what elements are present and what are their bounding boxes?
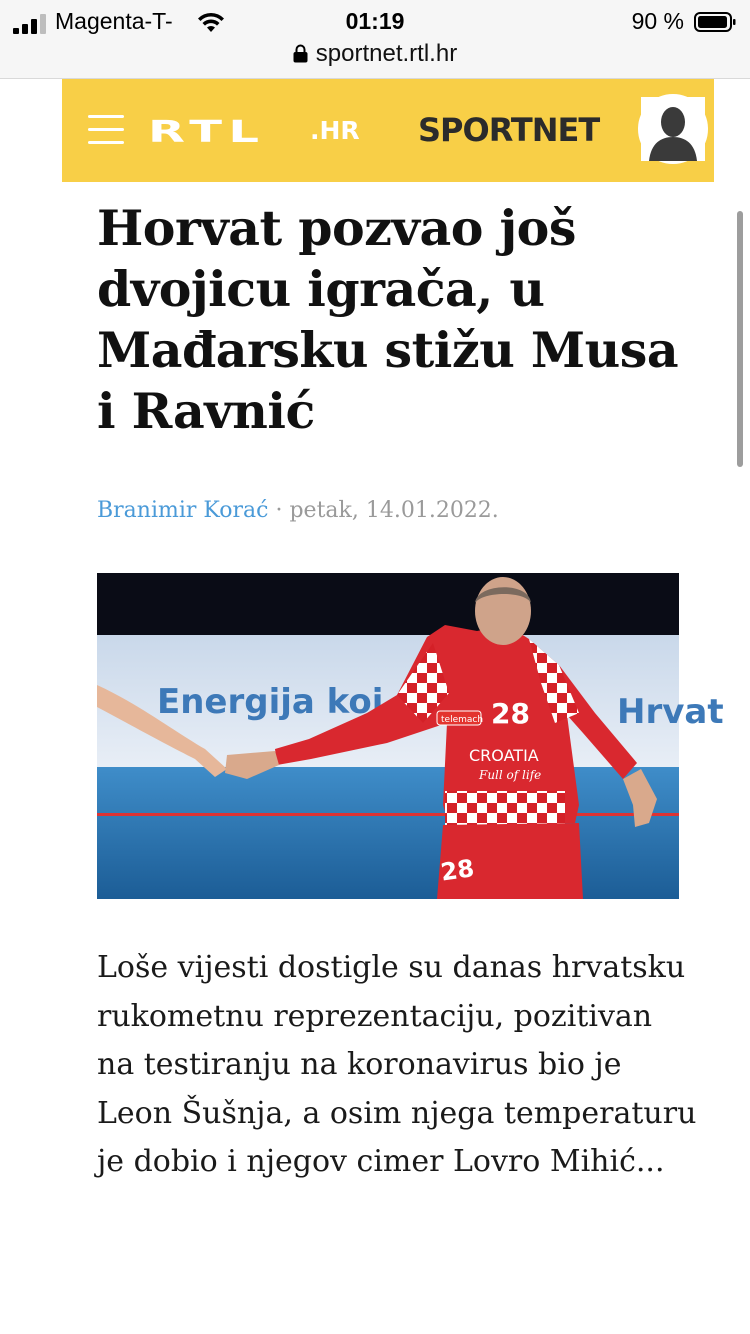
- rtl-logo[interactable]: [148, 115, 360, 150]
- meta-separator: ·: [275, 498, 283, 523]
- shirt-number: 28: [491, 697, 530, 730]
- site-header: [62, 79, 714, 182]
- clock: 01:19: [345, 8, 405, 34]
- article-date: petak, 14.01.2022.: [289, 498, 499, 523]
- brand-main: RTL: [148, 115, 266, 150]
- browser-status-bar: [0, 0, 750, 79]
- carrier-name: Magenta-T-: [55, 8, 173, 34]
- battery-percent: 90 %: [631, 8, 684, 34]
- address-bar[interactable]: [0, 40, 750, 68]
- shirt-slogan: Full of life: [479, 768, 542, 782]
- url-text: sportnet.rtl.hr: [315, 40, 458, 67]
- sportnet-logo[interactable]: SPORTNET: [418, 111, 600, 149]
- article-title: Horvat pozvao još dvojicu igrača, u Mađarsku stižu Musa i Ravnić: [97, 199, 679, 440]
- article-meta: [97, 498, 499, 523]
- board-text-left: Energija koj: [157, 682, 384, 722]
- brand-suffix: .HR: [310, 116, 360, 145]
- article-photo[interactable]: [97, 573, 724, 899]
- shorts-number: 28: [438, 854, 476, 887]
- article-lead: Loše vijesti dostigle su danas hrvatsku rukometnu reprezentaciju, pozitivan na testiranju na koronavirus bio je Leon Šušnja, a osim njega temperaturu je dobio i njegov cimer Lovro Mihić...: [97, 950, 697, 1179]
- user-avatar-icon[interactable]: [638, 94, 708, 164]
- battery-icon: [694, 12, 736, 32]
- board-text-right: Hrvat: [617, 692, 724, 732]
- hamburger-icon[interactable]: [88, 115, 124, 145]
- scrollbar-thumb[interactable]: [737, 211, 743, 467]
- shirt-brand: CROATIA: [469, 746, 539, 765]
- lock-icon: [293, 44, 308, 63]
- author-link[interactable]: Branimir Korać: [97, 498, 269, 523]
- sponsor-text: telemach: [441, 715, 484, 725]
